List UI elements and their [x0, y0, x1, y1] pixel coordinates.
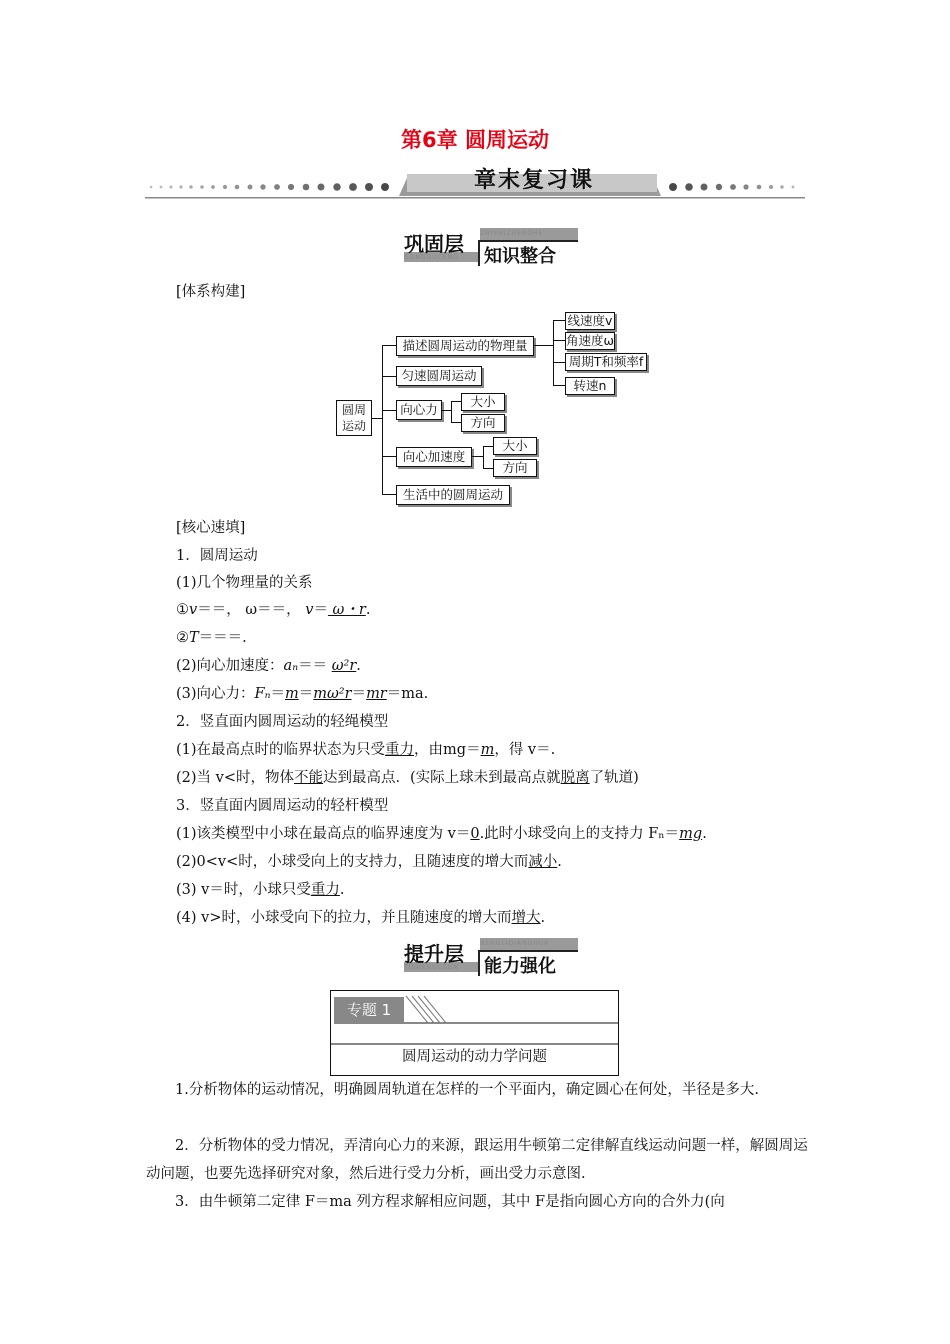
diagram-node-force-magnitude: 大小 — [461, 393, 505, 411]
diagram-node-rotation-speed: 转速n — [565, 377, 615, 395]
diagram-root-node: 圆周 运动 — [336, 400, 372, 436]
section-heading-pinyin-top: NENGLIQIANGHUA — [480, 940, 550, 947]
section-heading-sub: 能力强化 — [484, 956, 556, 977]
diagram-node-angular-velocity: 角速度ω — [566, 333, 614, 348]
core-line-4: (2)向心加速度：aₙ＝＝ ω²r. — [176, 658, 361, 674]
core-line-1: (1)几个物理量的关系 — [176, 575, 313, 591]
section-heading-pinyin-top: ZHISHIZHENGHE — [480, 230, 544, 237]
diagram-node-everyday-circular-motion: 生活中的圆周运动 — [396, 485, 510, 505]
dot-row-right — [669, 183, 794, 191]
system-construction-label: [体系构建] — [176, 284, 246, 300]
chapter-title: 第6章 圆周运动 — [401, 128, 549, 152]
core-line-2: ①v＝＝， ω＝＝， v＝ ω・r. — [176, 602, 371, 618]
review-banner-title: 章末复习课 — [473, 168, 594, 193]
paragraph-2: 2．分析物体的受力情况，弄清向心力的来源，跟运用牛顿第二定律解直线运动问题一样，解圆周运动问题，也要先选择研究对象，然后进行受力分析，画出受力示意图. — [146, 1138, 808, 1182]
paragraph-1: 1.分析物体的运动情况，明确圆周轨道在怎样的一个平面内，确定圆心在何处，半径是多大. — [175, 1082, 759, 1098]
section-heading-sub: 知识整合 — [484, 246, 556, 267]
core-line-11: (4) v>时，小球受向下的拉力，并且随速度的增大而增大. — [176, 910, 546, 926]
diagram-node-centripetal-force: 向心力 — [396, 400, 442, 420]
section-heading-pinyin-bottom: TISHENGCEGN — [404, 964, 459, 971]
section-heading-pinyin-bottom: GONGGUCENG — [404, 254, 459, 261]
diagram-node-acceleration-direction: 方向 — [493, 459, 537, 477]
diagram-node-physical-quantities: 描述圆周运动的物理量 — [396, 336, 534, 356]
core-heading-2: 2．竖直面内圆周运动的轻绳模型 — [176, 714, 389, 730]
core-line-7: (2)当 v<时，物体不能达到最高点．(实际上球未到最高点就脱离了轨道) — [176, 770, 639, 786]
section-heading-main: 巩固层 — [404, 232, 464, 256]
paragraph-3: 3．由牛顿第二定律 F＝ma 列方程求解相应问题，其中 F是指向圆心方向的合外力(向 — [175, 1194, 725, 1210]
core-line-9: (2)0<v<时，小球受向上的支持力，且随速度的增大而减小. — [176, 854, 562, 870]
dot-row-left — [150, 183, 389, 191]
topic-tag: 专题 1 — [334, 997, 404, 1024]
diagram-node-centripetal-acceleration: 向心加速度 — [396, 447, 472, 467]
diagram-node-linear-velocity: 线速度v — [565, 312, 615, 330]
core-heading-3: 3．竖直面内圆周运动的轻杆模型 — [176, 798, 389, 814]
section-heading-consolidation — [404, 228, 584, 274]
core-fill-label: [核心速填] — [176, 520, 246, 536]
core-line-10: (3) v＝时，小球只受重力. — [176, 882, 345, 898]
section-heading-improvement — [404, 938, 584, 984]
diagram-node-period-frequency: 周期T和频率f — [565, 353, 647, 371]
diagram-node-uniform-motion: 匀速圆周运动 — [396, 366, 482, 386]
topic-title: 圆周运动的动力学问题 — [402, 1049, 547, 1065]
core-line-8: (1)该类模型中小球在最高点的临界速度为 v＝0.此时小球受向上的支持力 Fₙ＝mg. — [176, 826, 707, 842]
core-line-5: (3)向心力：Fₙ＝m＝mω²r＝mr＝ma. — [176, 686, 429, 702]
diagram-node-force-direction: 方向 — [461, 414, 505, 432]
core-heading-1: 1．圆周运动 — [176, 548, 258, 564]
diagram-node-acceleration-magnitude: 大小 — [493, 437, 537, 455]
core-line-3: ②T＝＝＝. — [176, 630, 247, 646]
section-heading-main: 提升层 — [404, 942, 464, 966]
core-line-6: (1)在最高点时的临界状态为只受重力，由mg＝m，得 v＝. — [176, 742, 556, 758]
